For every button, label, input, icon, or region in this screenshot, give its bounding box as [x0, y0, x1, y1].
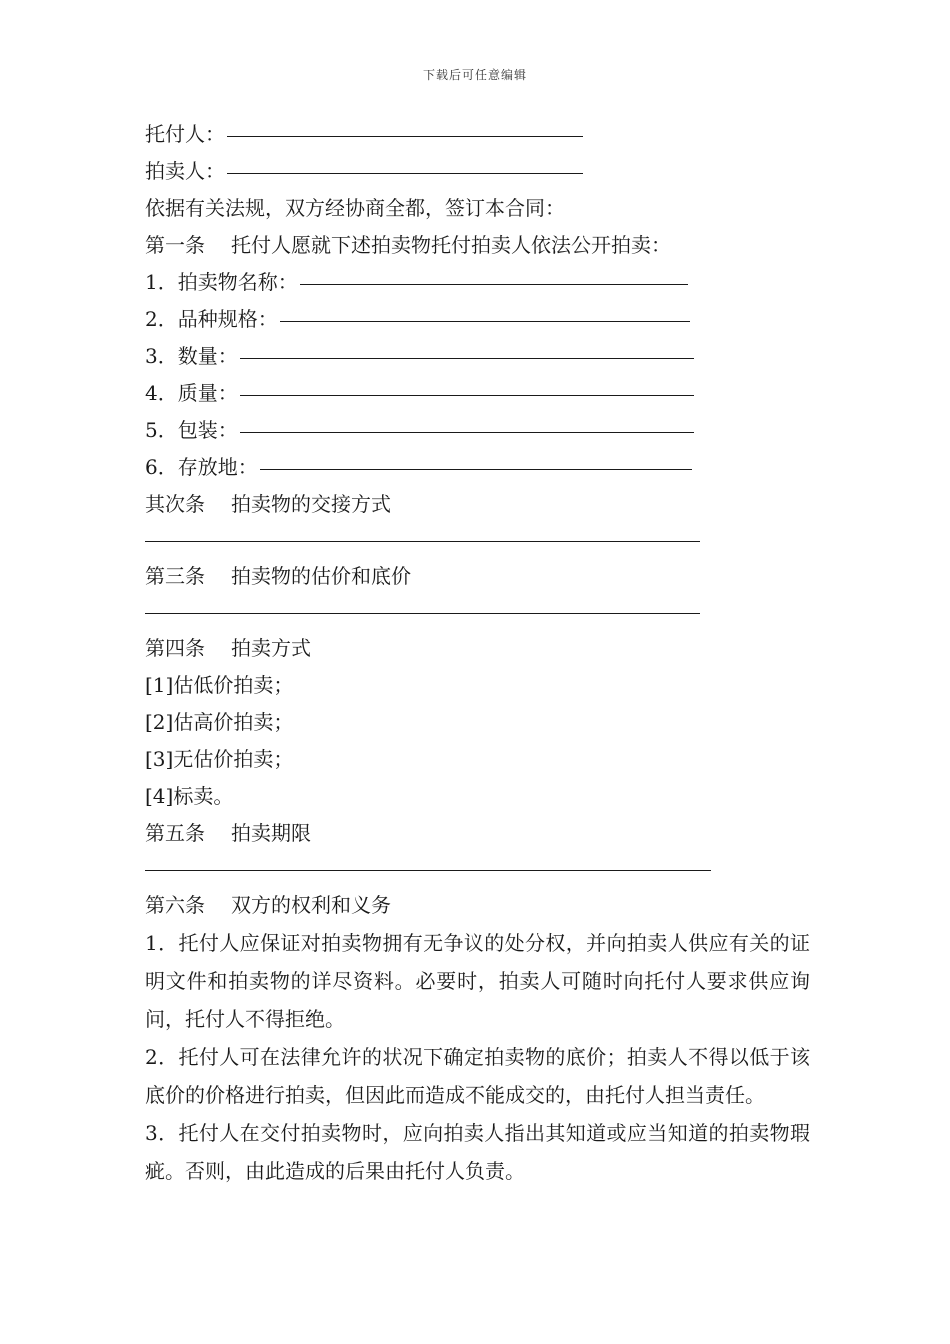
item-2-line — [145, 301, 810, 338]
item-5-label: 5．包装： — [145, 418, 238, 442]
item-4-label: 4．质量： — [145, 381, 238, 405]
auctioneer-line — [145, 153, 810, 190]
item-4-blank[interactable] — [240, 375, 694, 396]
article-3-text: 拍卖物的估价和底价 — [231, 564, 411, 588]
item-2-label: 2．品种规格： — [145, 307, 278, 331]
article-6-number: 第六条 — [145, 893, 205, 917]
option-3-text: [3]无估价拍卖； — [145, 747, 294, 771]
item-3-line — [145, 338, 810, 375]
option-3 — [145, 741, 810, 778]
consignor-label: 托付人： — [145, 122, 225, 146]
article-2-blank-row[interactable] — [145, 523, 810, 558]
header-note: 下载后可任意编辑 — [422, 68, 527, 82]
option-4-text: [4]标卖。 — [145, 784, 234, 808]
article-5-blank-row[interactable] — [145, 852, 810, 887]
item-3-blank[interactable] — [240, 338, 694, 359]
article-3-number: 第三条 — [145, 564, 205, 588]
option-4 — [145, 778, 810, 815]
article-5-text: 拍卖期限 — [231, 821, 311, 845]
option-2-text: [2]估高价拍卖； — [145, 710, 294, 734]
article-2-text: 拍卖物的交接方式 — [231, 492, 391, 516]
article-2-number: 其次条 — [145, 492, 205, 516]
option-2 — [145, 704, 810, 741]
article-4-heading — [145, 630, 810, 667]
article-6-heading — [145, 887, 810, 924]
item-2-blank[interactable] — [280, 301, 690, 322]
article-4-number: 第四条 — [145, 636, 205, 660]
article-3-heading — [145, 558, 810, 595]
item-4-line — [145, 375, 810, 412]
item-5-line — [145, 412, 810, 449]
item-1-blank[interactable] — [300, 264, 688, 285]
article-6-paragraph-3: 3．托付人在交付拍卖物时，应向拍卖人指出其知道或应当知道的拍卖物瑕疵。否则，由此造成的后果由托付人负责。 — [145, 1121, 810, 1183]
option-1 — [145, 667, 810, 704]
item-6-line — [145, 449, 810, 486]
item-3-label: 3．数量： — [145, 344, 238, 368]
article-1-text: 托付人愿就下述拍卖物托付拍卖人依法公开拍卖： — [231, 233, 671, 257]
article-5-number: 第五条 — [145, 821, 205, 845]
item-1-label: 1．拍卖物名称： — [145, 270, 298, 294]
article-3-blank-row[interactable] — [145, 595, 810, 630]
article-3-blank[interactable] — [145, 613, 700, 614]
item-6-label: 6．存放地： — [145, 455, 258, 479]
auctioneer-blank[interactable] — [227, 153, 583, 174]
consignor-blank[interactable] — [227, 116, 583, 137]
item-1-line — [145, 264, 810, 301]
article-6-paragraph-2: 2．托付人可在法律允许的状况下确定拍卖物的底价；拍卖人不得以低于该底价的价格进行拍卖，但因此而造成不能成交的，由托付人担当责任。 — [145, 1045, 810, 1107]
article-6-paragraph-1: 1．托付人应保证对拍卖物拥有无争议的处分权，并向拍卖人供应有关的证明文件和拍卖物的详尽资料。必要时，拍卖人可随时向托付人要求供应询问，托付人不得拒绝。 — [145, 931, 810, 1031]
article-1-number: 第一条 — [145, 233, 205, 257]
item-5-blank[interactable] — [240, 412, 694, 433]
article-5-blank[interactable] — [145, 870, 711, 871]
article-4-text: 拍卖方式 — [231, 636, 311, 660]
intro-text: 依据有关法规，双方经协商全都，签订本合同： — [145, 196, 565, 220]
article-2-heading — [145, 486, 810, 523]
auctioneer-label: 拍卖人： — [145, 159, 225, 183]
contract-body — [145, 116, 810, 1190]
consignor-line — [145, 116, 810, 153]
article-6-text: 双方的权利和义务 — [231, 893, 391, 917]
article-5-heading — [145, 815, 810, 852]
article-1-heading — [145, 227, 810, 264]
item-6-blank[interactable] — [260, 449, 692, 470]
option-1-text: [1]估低价拍卖； — [145, 673, 294, 697]
article-2-blank[interactable] — [145, 541, 700, 542]
intro-line — [145, 190, 810, 227]
